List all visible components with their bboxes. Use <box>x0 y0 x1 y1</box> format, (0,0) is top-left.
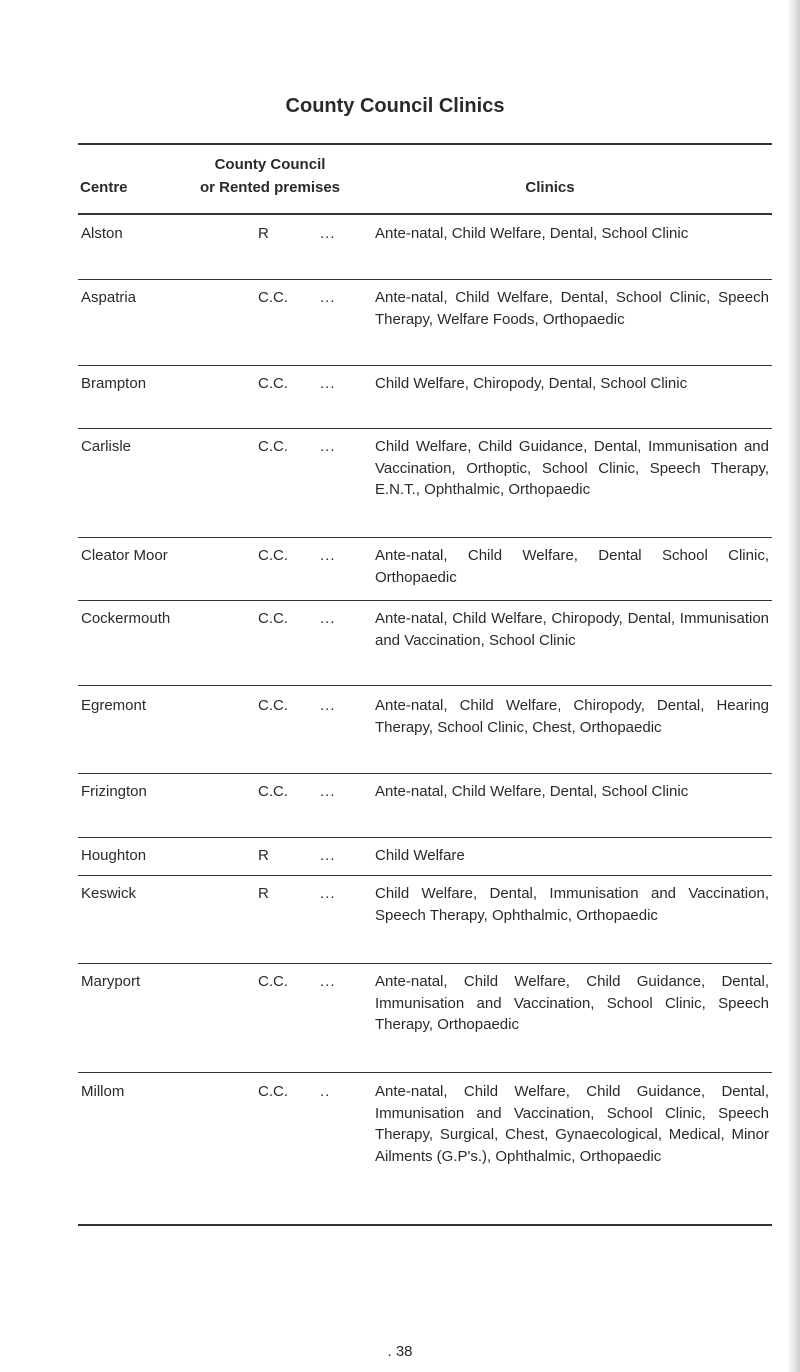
clinic-list: Child Welfare <box>375 847 465 864</box>
leader-dots: ... <box>320 847 336 864</box>
premises-type: R <box>258 847 269 864</box>
header-premises-line1: County Council <box>214 156 326 173</box>
row-rule <box>78 837 772 838</box>
header-rule <box>78 213 772 215</box>
clinic-list: Ante-natal, Child Welfare, Dental, School Clinic <box>375 783 689 800</box>
centre-name: Houghton <box>81 847 147 864</box>
row-rule <box>78 428 772 429</box>
row-rule <box>78 875 772 876</box>
row-rule <box>78 537 772 538</box>
centre-name: Keswick <box>81 885 137 902</box>
row-rule <box>78 279 772 280</box>
centre-name: Cockermouth <box>81 610 171 627</box>
premises-type: C.C. <box>258 375 288 392</box>
leader-dots: ... <box>320 289 336 306</box>
leader-dots: ... <box>320 225 336 242</box>
premises-type: C.C. <box>258 1083 288 1100</box>
premises-type: C.C. <box>258 783 288 800</box>
row-rule <box>78 1072 772 1073</box>
page-title: County Council Clinics <box>285 95 505 117</box>
centre-name: Millom <box>81 1083 125 1100</box>
leader-dots: ... <box>320 697 336 714</box>
premises-type: C.C. <box>258 547 288 564</box>
premises-type: C.C. <box>258 973 288 990</box>
clinic-list: Ante-natal, Child Welfare, Child Guidance, Dental, Immunisation and Vaccination, School Clinic, Speech Therapy, Orthopaedic <box>375 973 769 1033</box>
leader-dots: ... <box>320 885 336 902</box>
clinic-list: Ante-natal, Child Welfare, Dental, School Clinic, Speech Therapy, Welfare Foods, Orthopaedic <box>375 289 769 328</box>
clinic-list: Ante-natal, Child Welfare, Child Guidance, Dental, Immunisation and Vaccination, School Clinic, Speech Therapy, Surgical, Chest, Gynaecological, Medical, Minor Ailments (G.P's.), Ophthalmic, Orthopaedic <box>375 1083 769 1165</box>
centre-name: Brampton <box>81 375 147 392</box>
row-rule <box>78 685 772 686</box>
clinic-list: Ante-natal, Child Welfare, Chiropody, Dental, Hearing Therapy, School Clinic, Chest, Orthopaedic <box>375 697 769 736</box>
leader-dots: ... <box>320 973 336 990</box>
centre-name: Egremont <box>81 697 147 714</box>
row-rule <box>78 365 772 366</box>
leader-dots: ... <box>320 610 336 627</box>
leader-dots: ... <box>320 783 336 800</box>
header-premises-line2: or Rented premises <box>199 179 341 196</box>
premises-type: C.C. <box>258 610 288 627</box>
clinic-list: Ante-natal, Child Welfare, Dental School Clinic, Orthopaedic <box>375 547 769 586</box>
clinic-list: Ante-natal, Child Welfare, Dental, School Clinic <box>375 225 689 242</box>
centre-name: Carlisle <box>81 438 132 455</box>
leader-dots: ... <box>320 547 336 564</box>
premises-type: C.C. <box>258 438 288 455</box>
premises-type: R <box>258 885 269 902</box>
premises-type: C.C. <box>258 697 288 714</box>
row-rule <box>78 773 772 774</box>
centre-name: Alston <box>81 225 123 242</box>
row-rule <box>78 963 772 964</box>
centre-name: Cleator Moor <box>81 547 168 564</box>
leader-dots: .. <box>320 1083 331 1100</box>
centre-name: Aspatria <box>81 289 137 306</box>
row-rule <box>78 600 772 601</box>
centre-name: Maryport <box>81 973 141 990</box>
clinic-list: Ante-natal, Child Welfare, Chiropody, Dental, Immunisation and Vaccination, School Clinic <box>375 610 769 649</box>
premises-type: C.C. <box>258 289 288 306</box>
page-number: . 38 <box>387 1343 413 1360</box>
leader-dots: ... <box>320 375 336 392</box>
clinic-list: Child Welfare, Chiropody, Dental, School Clinic <box>375 375 688 392</box>
top-rule <box>78 143 772 145</box>
centre-name: Frizington <box>81 783 147 800</box>
premises-type: R <box>258 225 269 242</box>
page-edge <box>786 0 800 1372</box>
leader-dots: ... <box>320 438 336 455</box>
clinic-list: Child Welfare, Child Guidance, Dental, Immunisation and Vaccination, Orthoptic, School Clinic, Speech Therapy, E.N.T., Ophthalmic, Orthopaedic <box>375 438 769 498</box>
header-clinics: Clinics <box>525 179 575 196</box>
clinic-list: Child Welfare, Dental, Immunisation and Vaccination, Speech Therapy, Ophthalmic, Orthopaedic <box>375 885 769 924</box>
bottom-rule <box>78 1224 772 1226</box>
header-centre: Centre <box>80 179 128 196</box>
